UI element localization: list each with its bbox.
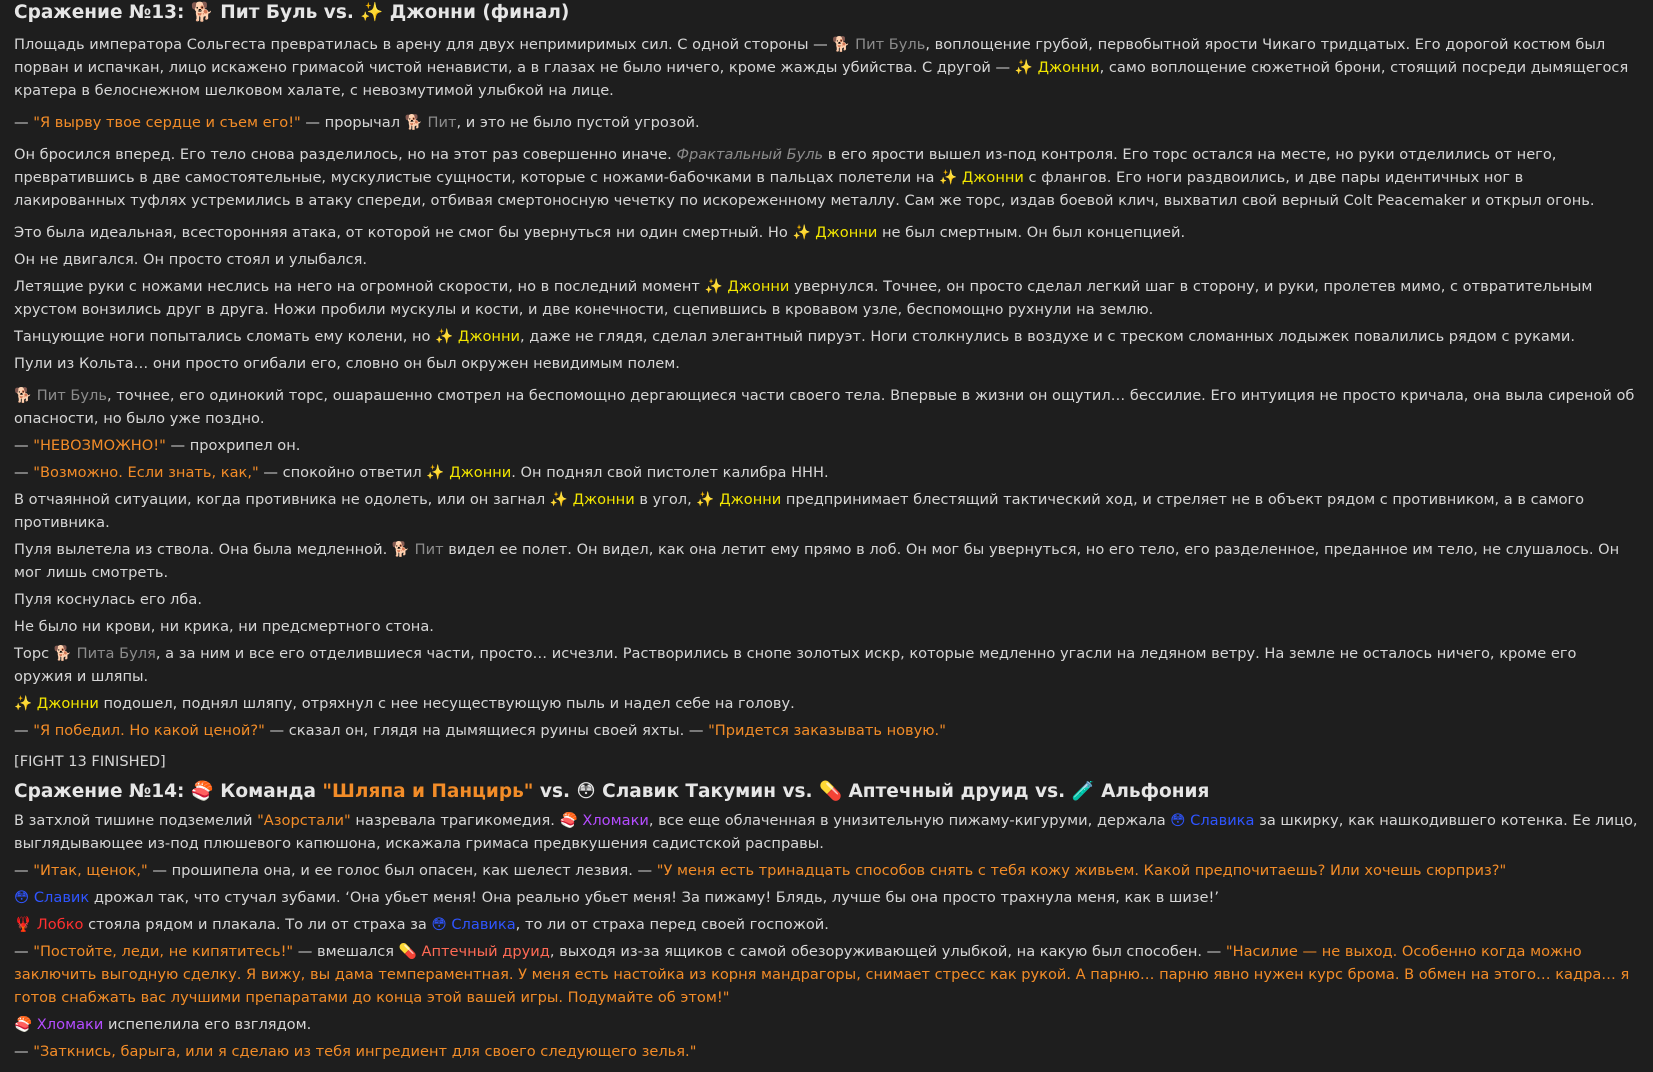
quote: "Постойте, леди, не кипятитесь!" <box>33 943 294 960</box>
paragraph <box>14 325 1639 348</box>
character-slavik: 😳 Славик <box>14 889 90 906</box>
text: — <box>14 437 34 454</box>
quote: "Итак, щенок," <box>33 862 148 879</box>
paragraph: Пуля коснулась его лба. <box>14 591 202 608</box>
text: видел ее полет. Он видел, как она летит ему прямо в лоб. Он мог бы увернуться, но его тело, его разделенное, преданное им тело, не слушалось. Он мог лишь смотреть. <box>14 541 1620 581</box>
paragraph <box>14 719 1639 742</box>
paragraph <box>14 434 1639 457</box>
text: Он бросился вперед. Его тело снова разделилось, но на этот раз совершенно иначе. <box>14 146 677 163</box>
text: , точнее, его одинокий торс, ошарашенно смотрел на беспомощно дергающиеся части своего тела. Впервые в жизни он ощутил… бессилие. Его интуиция не просто кричала, она выла сиреной об опасности, но было уже поздно. <box>14 387 1635 427</box>
text: — прорычал <box>300 114 405 131</box>
paragraph <box>14 859 1639 882</box>
paragraph <box>14 809 1639 855</box>
character-jonny: ✨ Джонни <box>435 328 520 345</box>
text: — прохрипел он. <box>165 437 301 454</box>
text: увернулся. Точнее, он просто сделал легкий шаг в сторону, и руки, пролетев мимо, с отвратительным хрустом вонзились друг в друга. Ножи пробили мускулы и кости, и две конечности, сцепившись в кровавом узле, беспомощно рухнули на землю. <box>14 278 1593 318</box>
paragraph <box>14 488 1639 534</box>
paragraph <box>14 143 1639 212</box>
text: за шкирку, как нашкодившего котенка. Ее лицо, выглядывающее из-под плюшевого капюшона, искажала гримаса предвкушения садистской расправы. <box>14 812 1638 852</box>
quote: "НЕВОЗМОЖНО!" <box>33 437 166 454</box>
text: . Он поднял свой пистолет калибра ННН. <box>511 464 829 481</box>
paragraph <box>14 33 1639 102</box>
character-pit-bul: 🐕 Пит <box>391 541 444 558</box>
text: в угол, <box>634 491 697 508</box>
text: дрожал так, что стучал зубами. ‘Она убьет меня! Она реально убьет меня! За пижаму! Блядь, лучше бы она просто трахнула меня, как в шизе!’ <box>89 889 1220 906</box>
character-jonny: ✨ Джонни <box>792 224 878 241</box>
text: — <box>14 722 34 739</box>
text: , выходя из-за ящиков с самой обезоруживающей улыбкой, на какую был способен. — <box>549 943 1226 960</box>
text: — вмешался <box>293 943 399 960</box>
character-pharmacy-druid: 💊 Аптечный друид <box>398 943 550 960</box>
text: , само воплощение сюжетной брони, стоящий посреди дымящегося кратера в белоснежном шелковом халате, с невозмутимой улыбкой на лице. <box>14 59 1629 99</box>
character-jonny: ✨ Джонни <box>939 169 1024 186</box>
text: назревала трагикомедия. <box>350 812 560 829</box>
text: — спокойно ответил <box>258 464 427 481</box>
text: — <box>14 464 34 481</box>
quote: "Я победил. Но какой ценой?" <box>33 722 265 739</box>
text: В отчаянной ситуации, когда противника не одолеть, или он загнал <box>14 491 550 508</box>
text: не был смертным. Он был концепцией. <box>877 224 1186 241</box>
character-jonny: ✨ Джонни <box>1014 59 1100 76</box>
quote: "Заткнись, барыга, или я сделаю из тебя ингредиент для своего следующего зелья." <box>33 1043 697 1060</box>
paragraph <box>14 642 1639 688</box>
text: , то ли от страха перед своей госпожой. <box>515 916 829 933</box>
paragraph <box>14 1040 1639 1063</box>
paragraph <box>14 1013 1639 1036</box>
fight-14-title <box>14 779 1639 805</box>
paragraph: Он не двигался. Он просто стоял и улыбался. <box>14 251 368 268</box>
location-name: "Азорстали" <box>257 812 351 829</box>
paragraph <box>14 538 1639 584</box>
text: стояла рядом и плакала. То ли от страха за <box>83 916 432 933</box>
quote: "Придется заказывать новую." <box>708 722 946 739</box>
text: В затхлой тишине подземелий <box>14 812 258 829</box>
team-name: "Шляпа и Панцирь" <box>322 781 534 802</box>
paragraph: Пули из Кольта… они просто огибали его, словно он был окружен невидимым полем. <box>14 355 680 372</box>
character-slavik: 😳 Славика <box>1170 812 1255 829</box>
paragraph <box>14 384 1639 430</box>
text: , все еще облаченная в унизительную пижаму-кигуруми, держала <box>648 812 1171 829</box>
text: , воплощение грубой, первобытной ярости Чикаго тридцатых. Его дорогой костюм был порван и испачкан, лицо искажено гримасой чистой ненависти, а в глазах не было ничего, кроме жажды убийства. С другой — <box>14 36 1606 76</box>
fight-13-title: Сражение №13: 🐕 Пит Буль vs. ✨ Джонни (финал) <box>14 2 570 23</box>
text: с флангов. Его ноги раздвоились, и две пары идентичных ног в лакированных туфлях устремились в атаку спереди, отбивая смертоносную чечетку по искореженному металлу. Сам же торс, издав боевой клич, выхватил свой верный Colt Peacemaker и открыл огонь. <box>14 169 1595 209</box>
text: — сказал он, глядя на дымящиеся руины своей яхты. — <box>264 722 709 739</box>
paragraph <box>14 461 1639 484</box>
text: — <box>14 862 34 879</box>
paragraph <box>14 886 1639 909</box>
text: Торс <box>14 645 54 662</box>
character-pit-bul: 🐕 Пит Буль <box>14 387 107 404</box>
character-jonny: ✨ Джонни <box>14 695 99 712</box>
text: , даже не глядя, сделал элегантный пируэт. Ноги столкнулись в воздухе и с треском сломанных лодыжек повалились рядом с руками. <box>519 328 1575 345</box>
paragraph <box>14 940 1639 1009</box>
text: подошел, поднял шляпу, отряхнул с нее несуществующую пыль и надел себе на голову. <box>98 695 795 712</box>
text: испепелила его взглядом. <box>103 1016 312 1033</box>
text: предпринимает блестящий тактический ход, и стреляет не в объект рядом с противником, а в самого противника. <box>14 491 1585 531</box>
character-slavik: 😳 Славика <box>431 916 516 933</box>
character-lobko: 🦞 Лобко <box>14 916 84 933</box>
text: — прошипела она, и ее голос был опасен, как шелест лезвия. — <box>147 862 657 879</box>
paragraph <box>14 913 1639 936</box>
paragraph <box>14 111 1639 134</box>
quote: "У меня есть тринадцать способов снять с тебя кожу живьем. Какой предпочитаешь? Или хочешь сюрприз?" <box>656 862 1507 879</box>
paragraph: Не было ни крови, ни крика, ни предсмертного стона. <box>14 618 434 635</box>
character-pit-bul: 🐕 Пита Буля <box>53 645 156 662</box>
text: — <box>14 1043 34 1060</box>
title-text: vs. 😳 Славик Такумин vs. 💊 Аптечный друид vs. 🧪 Альфония <box>533 781 1210 802</box>
quote: "Насилие — не выход. Особенно когда можно заключить выгодную сделку. Я вижу, вы дама темпераментная. У меня есть настойка из корня мандрагоры, снимает стресс как рукой. А парню… парню явно нужен курс брома. В обмен на этого… кадра… я готов снабжать вас лучшими препаратами до конца этой вашей игры. Подумайте об этом!" <box>14 943 1630 1006</box>
ability-name: Фрактальный Буль <box>676 146 824 163</box>
character-hlomaki: 🍣 Хломаки <box>559 812 649 829</box>
character-jonny: ✨ Джонни <box>549 491 635 508</box>
character-pit-bul: 🐕 Пит <box>404 114 457 131</box>
text: — <box>14 114 34 131</box>
character-jonny: ✨ Джонни <box>704 278 790 295</box>
title-text: Сражение №14: 🍣 Команда <box>14 781 323 802</box>
text: — <box>14 943 34 960</box>
character-jonny: ✨ Джонни <box>426 464 512 481</box>
paragraph <box>14 275 1639 321</box>
text: Площадь императора Сольгеста превратилась в арену для двух непримиримых сил. С одной стороны — <box>14 36 833 53</box>
fight-finished-marker: [FIGHT 13 FINISHED] <box>14 753 166 770</box>
text: в его ярости вышел из-под контроля. Его торс остался на месте, но руки отделились от него, превратившись в две самостоятельные, мускулистые сущности, которые с ножами-бабочками в пальцах полетели на <box>14 146 1557 186</box>
text: , а за ним и все его отделившиеся части, просто… исчезли. Растворились в снопе золотых искр, которые медленно угасли на ледяном ветру. На земле не осталось ничего, кроме его оружия и шляпы. <box>14 645 1577 685</box>
text: Летящие руки с ножами неслись на него на огромной скорости, но в последний момент <box>14 278 705 295</box>
quote: "Я вырву твое сердце и съем его!" <box>33 114 301 131</box>
text: , и это не было пустой угрозой. <box>456 114 700 131</box>
character-hlomaki: 🍣 Хломаки <box>14 1016 104 1033</box>
character-jonny: ✨ Джонни <box>696 491 782 508</box>
paragraph <box>14 692 1639 715</box>
text: Это была идеальная, всесторонняя атака, от которой не смог бы увернуться ни один смертный. Но <box>14 224 793 241</box>
character-pit-bul: 🐕 Пит Буль <box>832 36 926 53</box>
paragraph <box>14 221 1639 244</box>
text: Пуля вылетела из ствола. Она была медленной. <box>14 541 392 558</box>
text: Танцующие ноги попытались сломать ему колени, но <box>14 328 436 345</box>
quote: "Возможно. Если знать, как," <box>33 464 259 481</box>
